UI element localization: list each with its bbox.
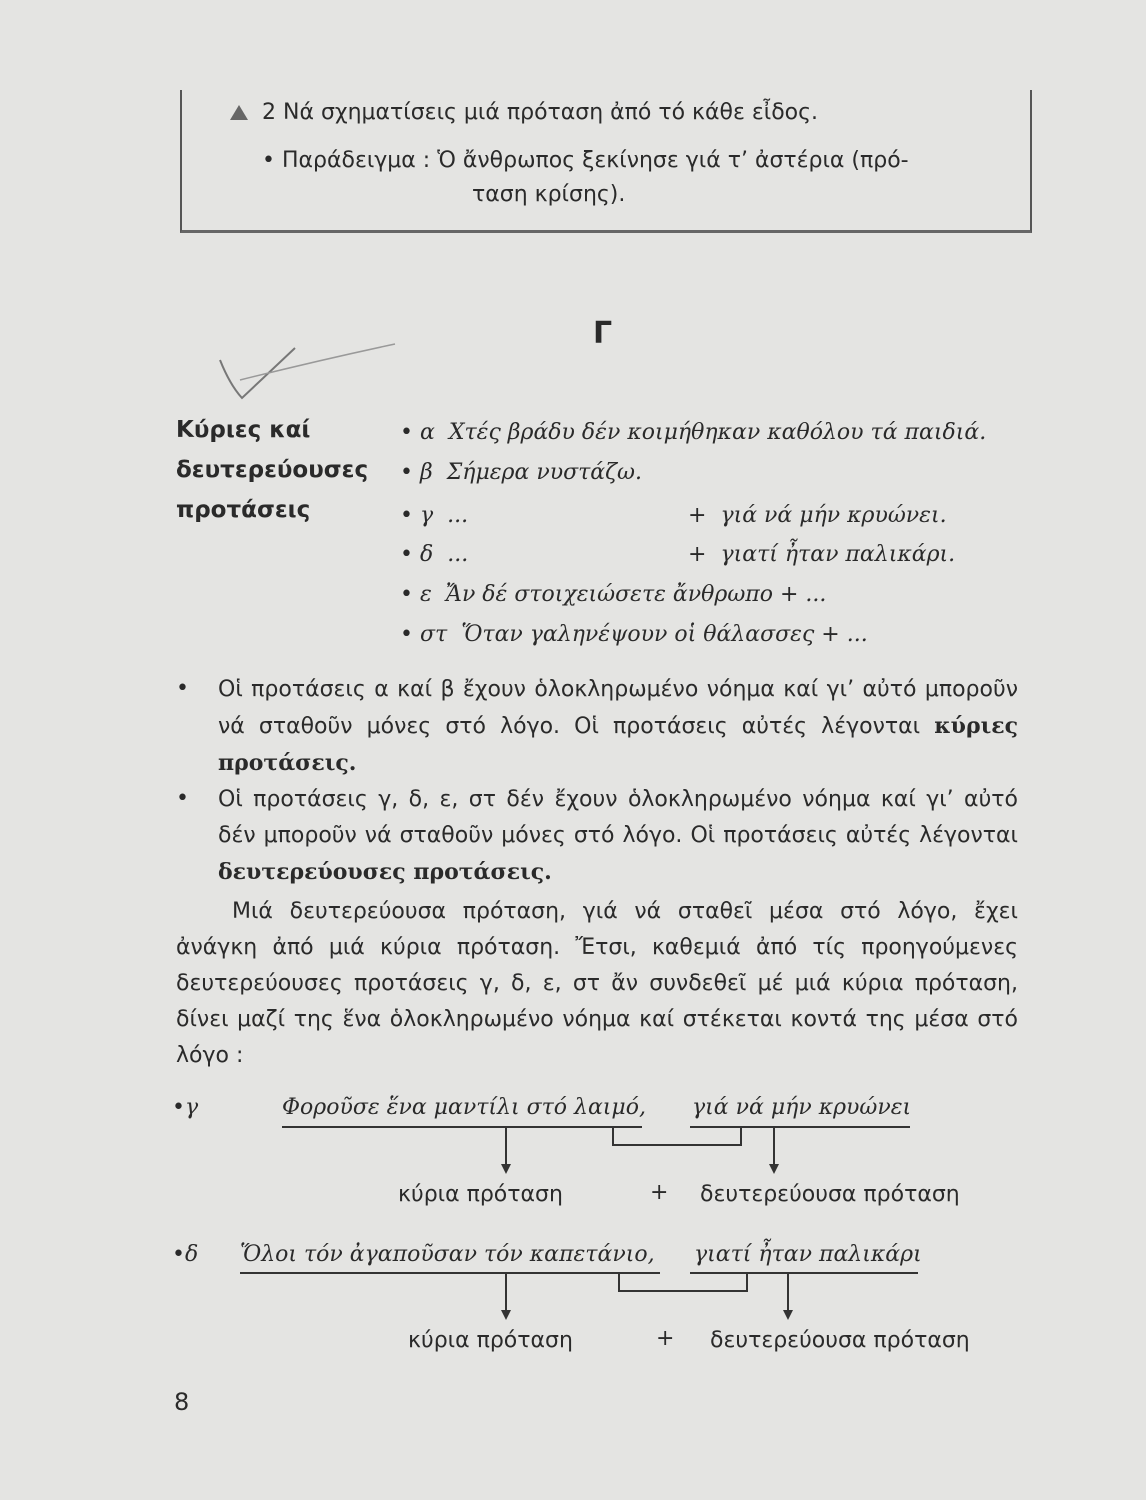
example-c-rest: + γιά νά μήν κρυώνει.: [688, 503, 947, 528]
example-f: • στ Ὅταν γαληνέψουν οἱ θάλασσες + ...: [400, 622, 868, 647]
term-main-clauses: κύριες προτάσεις.: [218, 713, 1018, 776]
exercise-text: Νά σχηματίσεις μιά πρόταση ἀπό τό κάθε εἶδος.: [283, 100, 819, 125]
exercise-box: [180, 90, 1032, 233]
diagram-d-main-caption: κύρια πρόταση: [408, 1328, 573, 1353]
diagram-g-arrow-sub: [773, 1128, 775, 1166]
diagram-g-sub-clause: γιά νά μήν κρυώνει: [692, 1095, 912, 1120]
term-subordinate-clauses: δευτερεύουσες προτάσεις.: [218, 859, 552, 885]
example-c: • γ ...: [400, 503, 469, 528]
diagram-d-arrow-main-head: [501, 1310, 511, 1320]
bullet-icon: •: [176, 786, 189, 811]
example-e: • ε Ἄν δέ στοιχειώσετε ἄνθρωπο + ...: [400, 582, 827, 607]
section-letter: Γ: [593, 316, 613, 351]
paragraph-explanation: Μιά δευτερεύουσα πρόταση, γιά νά σταθεῖ μέσα στό λόγο, ἔχει ἀνάγκη ἀπό μιά κύρια πρόταση. Ἔτσι, καθεμιά ἀπό τίς προηγούμενες δευτερεύουσες προτάσεις γ, δ, ε, στ ἄν συνδεθεῖ μέ μιά κύρια πρόταση, δίνει μαζί της ἕνα ὁλοκληρωμένο νόημα καί στέκεται κοντά της μέσα στό λόγο :: [176, 899, 1018, 1068]
side-heading-line-1: Κύριες καί: [176, 417, 311, 443]
example-line-2: ταση κρίσης).: [472, 182, 626, 207]
diagram-d-arrow-main: [505, 1274, 507, 1312]
diagram-g-main-underline: [282, 1126, 642, 1128]
paragraph-subordinate-clauses: Οἱ προτάσεις γ, δ, ε, στ δέν ἔχουν ὁλοκληρωμένο νόημα καί γι’ αὐτό δέν μποροῦν νά σταθοῦν μόνες στό λόγο. Οἱ προτάσεις αὐτές λέγονται δευτερεύουσες προτάσεις.: [218, 787, 1018, 885]
diagram-d-main-underline: [240, 1272, 660, 1274]
diagram-g-main-clause: Φοροῦσε ἕνα μαντίλι στό λαιμό,: [282, 1095, 646, 1120]
diagram-g-sub-caption: δευτερεύουσα πρόταση: [700, 1182, 960, 1207]
diagram-d-arrow-sub: [787, 1274, 789, 1312]
example-line-1: Ὁ ἄνθρωπος ξεκίνησε γιά τ’ ἀστέρια (πρό-: [437, 148, 909, 173]
diagram-g-arrow-main-head: [501, 1164, 511, 1174]
bullet-icon: •: [262, 148, 275, 173]
diagram-g-label: •γ: [172, 1095, 199, 1120]
example-d: • δ ...: [400, 542, 469, 567]
exercise-example: [262, 148, 909, 173]
example-b: • β Σήμερα νυστάζω.: [400, 460, 642, 485]
page-number: 8: [174, 1388, 190, 1416]
diagram-g-connector: [612, 1128, 742, 1146]
example-d-rest: + γιατί ἦταν παλικάρι.: [688, 542, 956, 567]
exercise-number: 2: [262, 100, 276, 125]
paragraph-main-clauses: Οἱ προτάσεις α καί β ἔχουν ὁλοκληρωμένο νόημα καί γι’ αὐτό μποροῦν νά σταθοῦν μόνες στό λόγο. Οἱ προτάσεις αὐτές λέγονται κύριες προτάσεις.: [218, 677, 1018, 776]
diagram-d-arrow-sub-head: [783, 1310, 793, 1320]
example-label: Παράδειγμα :: [281, 148, 431, 173]
diagram-d-plus: +: [656, 1326, 675, 1351]
diagram-d-sub-clause: γιατί ἦταν παλικάρι: [694, 1242, 922, 1267]
diagram-g-arrow-sub-head: [769, 1164, 779, 1174]
exercise-instruction: [262, 100, 818, 125]
diagram-g-arrow-main: [505, 1128, 507, 1166]
diagram-g-plus: +: [650, 1180, 669, 1205]
bullet-icon: •: [176, 676, 189, 701]
side-heading: [176, 410, 368, 530]
diagram-d-sub-caption: δευτερεύουσα πρόταση: [710, 1328, 970, 1353]
pencil-check-mark: [200, 330, 400, 410]
diagram-d-main-clause: Ὅλοι τόν ἀγαποῦσαν τόν καπετάνιο,: [240, 1242, 655, 1267]
diagram-d-connector: [618, 1274, 748, 1292]
diagram-g-main-caption: κύρια πρόταση: [398, 1182, 563, 1207]
example-a: • α Χτές βράδυ δέν κοιμήθηκαν καθόλου τά παιδιά.: [400, 420, 987, 445]
side-heading-line-3: προτάσεις: [176, 497, 311, 523]
diagram-d-label: •δ: [172, 1242, 199, 1267]
side-heading-line-2: δευτερεύουσες: [176, 457, 369, 483]
triangle-icon: [230, 105, 248, 120]
